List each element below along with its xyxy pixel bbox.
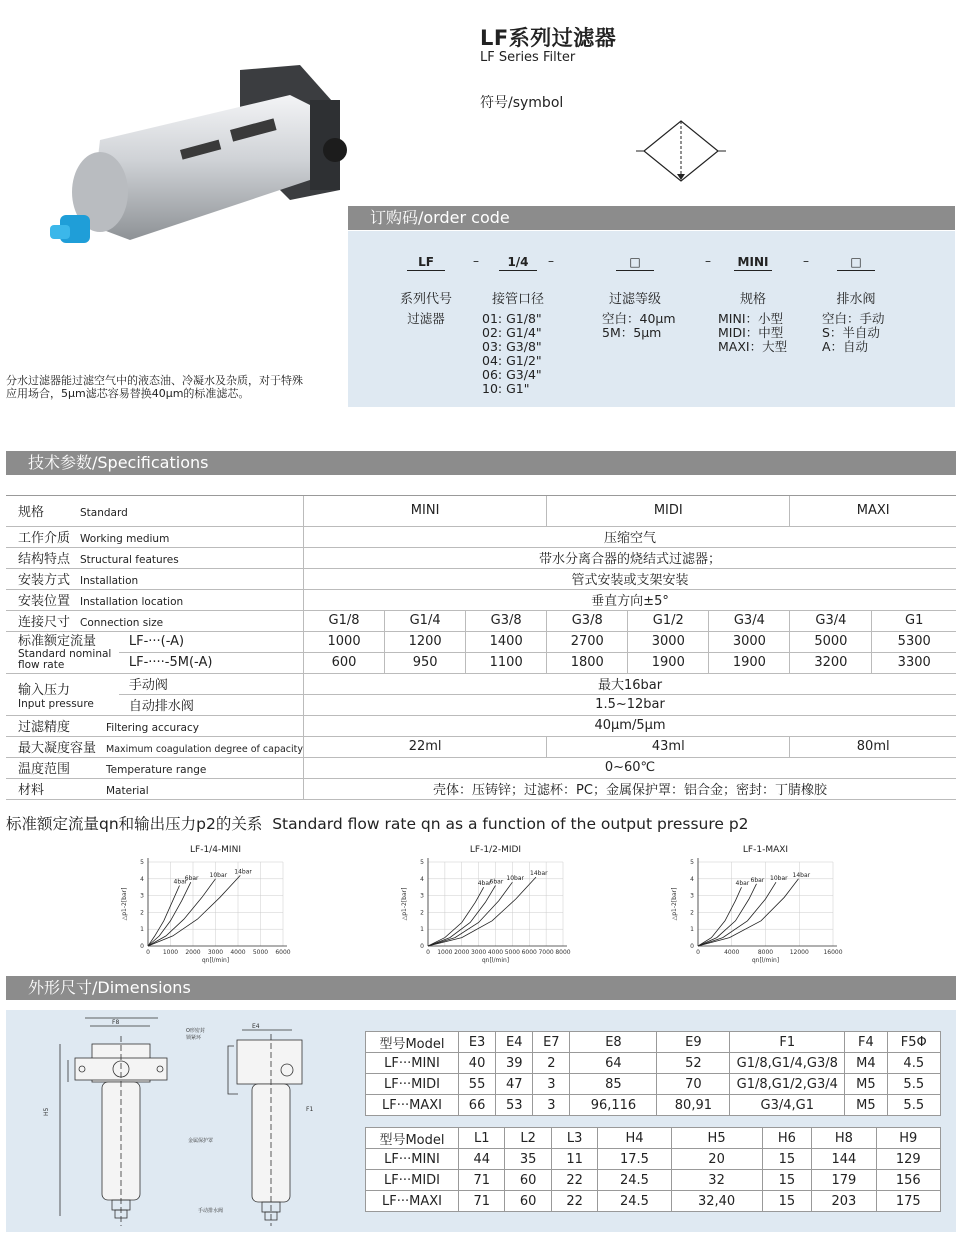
series-label: 14bar <box>234 868 252 876</box>
page-subtitle: LF Series Filter <box>480 50 576 65</box>
x-tick-label: 0 <box>146 949 150 956</box>
spec-row-connection: 连接尺寸 Connection size G1/8 G1/4 G3/8 G3/8 G1/2 G3/4 G3/4 G1 <box>6 610 956 631</box>
page-title: LF系列过滤器 <box>480 26 617 50</box>
y-axis-label: △p1-2[bar] <box>121 887 128 921</box>
spec-row-flow-2: LF-····-5M(-A) 600 950 1100 1800 1900 1900 3200 3300 <box>6 652 956 673</box>
table-row: LF···MINI 40 39 2 64 52 G1/8,G1/4,G3/8 M4 4.5 <box>366 1053 941 1074</box>
x-tick-label: 1000 <box>162 949 179 956</box>
spec-row-accuracy: 过滤精度 Filtering accuracy 40μm/5μm <box>6 715 956 736</box>
x-tick-label: 6000 <box>275 949 291 956</box>
y-tick-label: 3 <box>690 892 694 900</box>
series-label: 10bar <box>209 871 228 879</box>
series-line-14bar <box>428 877 536 946</box>
series-label: 6bar <box>750 876 765 884</box>
dimension-table-2: 型号Model L1 L2 L3 H4 H5 H6 H8 H9 LF···MINI 44 35 11 17.5 20 15 144 129 LF···MIDI 71 60 22 24.5 32 15 179 156 LF···MAXI 71 60 22 24.5 32,40 15 203 175 <box>365 1127 941 1212</box>
series-line-6bar <box>698 884 757 946</box>
order-group-series: LF 系列代号 过滤器 <box>399 255 452 326</box>
series-label: 6bar <box>489 878 504 886</box>
spec-row-installation: 安装方式 Installation 管式安装或支架安装 <box>6 568 956 589</box>
y-axis-label: △p1-2[bar] <box>671 887 678 921</box>
y-tick-label: 1 <box>140 926 144 934</box>
order-dash: – <box>473 254 479 268</box>
svg-text:H5: H5 <box>43 1107 50 1116</box>
chart-title: LF-1/4-MINI <box>190 845 241 855</box>
svg-text:O形密封: O形密封 <box>186 1028 205 1034</box>
svg-text:E4: E4 <box>252 1023 260 1030</box>
order-group-drain: □ 排水阀 空白：手动 S：半自动 A：自动 <box>822 255 885 354</box>
order-group-size: MINI 规格 MINI：小型 MIDI：中型 MAXI：大型 <box>718 255 788 354</box>
svg-text:F8: F8 <box>112 1019 120 1026</box>
dimension-drawing-front <box>40 1016 190 1230</box>
series-label: 4bar <box>735 880 750 888</box>
series-label: 10bar <box>506 875 524 883</box>
order-dash: – <box>803 254 809 268</box>
svg-text:锁紧环: 锁紧环 <box>186 1035 202 1041</box>
x-axis-label: qn[l/min] <box>751 957 780 964</box>
table-row: LF···MIDI 55 47 3 85 70 G1/8,G1/2,G3/4 M5 5.5 <box>366 1074 941 1095</box>
x-tick-label: 3000 <box>207 949 224 956</box>
x-tick-label: 4000 <box>230 949 246 956</box>
x-tick-label: 0 <box>426 949 430 956</box>
x-tick-label: 0 <box>696 949 700 956</box>
x-tick-label: 3000 <box>470 949 487 956</box>
chart-maxi <box>668 840 868 964</box>
series-label: 4bar <box>477 880 492 888</box>
x-tick-label: 2000 <box>454 949 470 956</box>
series-label: 6bar <box>184 875 199 883</box>
spec-row-medium: 工作介质 Working medium 压缩空气 <box>6 526 956 547</box>
x-tick-label: 8000 <box>757 949 774 956</box>
y-tick-label: 0 <box>420 943 424 950</box>
order-group-grade: □ 过滤等级 空白：40μm 5M：5μm <box>602 255 676 340</box>
y-tick-label: 2 <box>420 909 424 917</box>
x-tick-label: 4000 <box>487 949 504 956</box>
series-label: 10bar <box>770 875 788 883</box>
y-tick-label: 4 <box>420 875 424 883</box>
table-row: LF···MIDI 71 60 22 24.5 32 15 179 156 <box>366 1170 941 1191</box>
spec-row-standard: 规格 Standard MINI MIDI MAXI <box>6 496 956 526</box>
y-tick-label: 1 <box>690 926 694 934</box>
spec-row-features: 结构特点 Structural features 带水分离合器的烧结式过滤器； <box>6 547 956 568</box>
chart-title: LF-1/2-MIDI <box>469 845 522 855</box>
x-tick-label: 12000 <box>789 949 809 956</box>
spec-row-capacity: 最大凝度容量 Maximum coagulation degree of capacity 22ml 43ml 80ml <box>6 736 956 757</box>
y-tick-label: 5 <box>140 859 144 866</box>
y-tick-label: 0 <box>690 943 694 950</box>
y-tick-label: 2 <box>690 909 694 917</box>
order-dash: – <box>705 254 711 268</box>
y-tick-label: 5 <box>690 859 694 866</box>
dimension-table-1: 型号Model E3 E4 E7 E8 E9 F1 F4 F5Φ LF···MINI 40 39 2 64 52 G1/8,G1/4,G3/8 M4 4.5 LF···MIDI 55 47 3 85 70 G1/8,G1/2,G3/4 M5 5.5 LF···MAXI 66 53 3 96,116 80,91 G3/4,G1 M5 5.5 <box>365 1031 941 1116</box>
y-tick-label: 4 <box>690 875 694 883</box>
x-tick-label: 5000 <box>252 949 269 956</box>
y-tick-label: 3 <box>140 892 144 900</box>
x-axis-label: qn[l/min] <box>201 957 230 964</box>
series-line-14bar <box>148 875 240 946</box>
table-row: LF···MAXI 71 60 22 24.5 32,40 15 203 175 <box>366 1191 941 1212</box>
x-axis-label: qn[l/min] <box>481 957 510 964</box>
x-tick-label: 2000 <box>185 949 201 956</box>
symbol-label: 符号/symbol <box>480 95 564 111</box>
series-label: 14bar <box>792 871 811 879</box>
order-dash: – <box>548 254 554 268</box>
svg-text:F1: F1 <box>306 1106 314 1113</box>
svg-text:手动排水阀: 手动排水阀 <box>198 1208 224 1214</box>
spec-row-flow-1: 标准额定流量 Standard nominal flow rate LF-···(-A) 1000 1200 1400 2700 3000 3000 5000 5300 <box>6 631 956 652</box>
x-tick-label: 8000 <box>555 949 571 956</box>
table-row: LF···MAXI 66 53 3 96,116 80,91 G3/4,G1 M5 5.5 <box>366 1095 941 1116</box>
spec-row-location: 安装位置 Installation location 垂直方向±5° <box>6 589 956 610</box>
product-image <box>40 40 370 255</box>
order-code-heading: 订购码/order code <box>348 206 955 230</box>
spec-row-pressure-2: 自动排水阀 1.5~12bar <box>6 694 956 715</box>
chart-mini <box>118 840 318 964</box>
y-tick-label: 5 <box>420 859 424 866</box>
x-tick-label: 1000 <box>437 949 453 956</box>
series-label: 14bar <box>530 870 548 878</box>
x-tick-label: 16000 <box>823 949 843 956</box>
dimensions-heading: 外形尺寸/Dimensions <box>6 976 956 1000</box>
x-tick-label: 6000 <box>521 949 537 956</box>
x-tick-label: 4000 <box>724 949 740 956</box>
x-tick-label: 5000 <box>504 949 521 956</box>
y-tick-label: 4 <box>140 875 144 883</box>
chart-title: LF-1-MAXI <box>742 845 789 855</box>
y-axis-label: △p1-2[bar] <box>401 887 408 921</box>
y-tick-label: 3 <box>420 892 424 900</box>
dimension-drawing-side <box>186 1016 352 1230</box>
intro-text: 分水过滤器能过滤空气中的液态油、冷凝水及杂质，对于特殊 应用场合，5μm滤芯容易替换40μm的标准滤芯。 <box>6 374 303 400</box>
specifications-table <box>6 496 956 800</box>
x-tick-label: 7000 <box>538 949 554 956</box>
chart-midi <box>398 840 598 964</box>
table-row: LF···MINI 44 35 11 17.5 20 15 144 129 <box>366 1149 941 1170</box>
svg-text:金属保护罩: 金属保护罩 <box>188 1138 214 1144</box>
filter-symbol <box>636 118 726 184</box>
series-line-4bar <box>698 887 742 946</box>
order-group-port: 1/4 接管口径 01: G1/8" 02: G1/4" 03: G3/8" 04: G1/2" 06: G3/4" 10: G1" <box>482 255 544 396</box>
specifications-heading: 技术参数/Specifications <box>6 451 956 475</box>
spec-row-material: 材料 Material 壳体：压铸锌；过滤杯：PC；金属保护罩：铝合金；密封：丁腈橡胶 <box>6 778 956 799</box>
series-label: 4bar <box>173 878 188 886</box>
spec-row-pressure-1: 输入压力 Input pressure 手动阀 最大16bar <box>6 673 956 694</box>
series-line-10bar <box>698 882 776 946</box>
y-tick-label: 2 <box>140 909 144 917</box>
spec-row-temp: 温度范围 Temperature range 0~60℃ <box>6 757 956 778</box>
y-tick-label: 1 <box>420 926 424 934</box>
y-tick-label: 0 <box>140 943 144 950</box>
flow-section-title: 标准额定流量qn和输出压力p2的关系 Standard flow rate qn as a function of the output pressure p2 <box>6 815 749 833</box>
